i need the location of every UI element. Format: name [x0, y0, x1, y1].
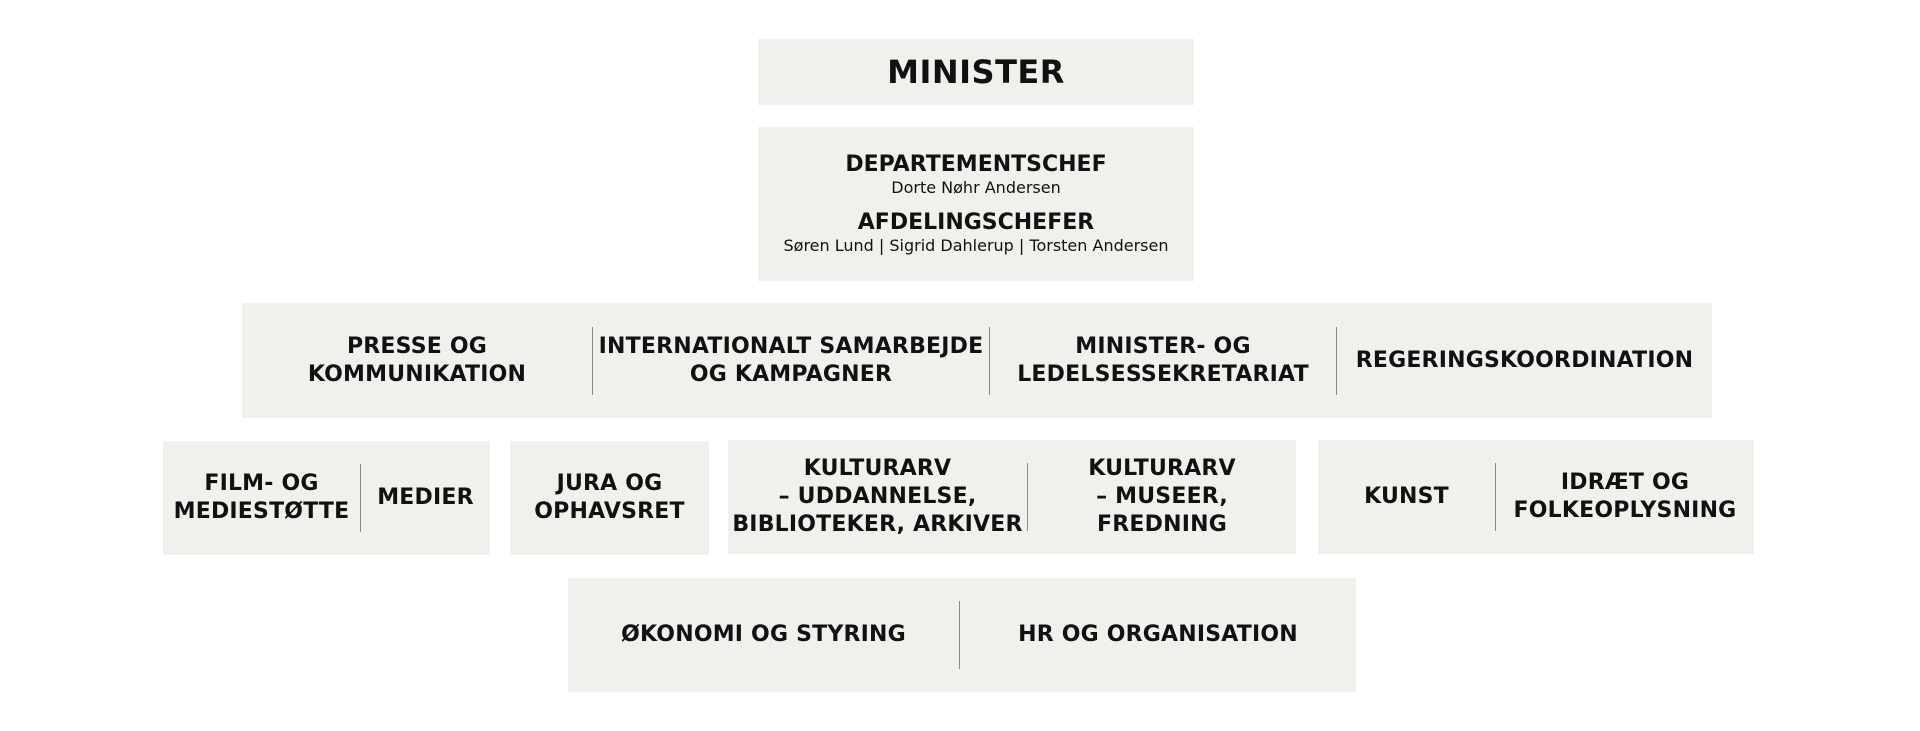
- dept-kulturarv-uddannelse: KULTURARV – UDDANNELSE, BIBLIOTEKER, ARKIVER: [732, 456, 1023, 537]
- dept-jura: JURA OG OPHAVSRET: [534, 471, 685, 524]
- heads-names: Søren Lund | Sigrid Dahlerup | Torsten Andersen: [783, 236, 1169, 255]
- support-units-box: [568, 578, 1356, 692]
- unit-ministersekretariat: MINISTER- OG LEDELSESSEKRETARIAT: [1017, 333, 1309, 387]
- heads-title: AFDELINGSCHEFER: [857, 210, 1095, 235]
- dept-idraet: IDRÆT OG FOLKEOPLYSNING: [1513, 470, 1737, 523]
- dept-film: FILM- OG MEDIESTØTTE: [173, 471, 350, 524]
- staff-units-box: [242, 303, 1712, 418]
- dept-group-kunst-idraet: [1318, 440, 1754, 554]
- chief-title: DEPARTEMENTSCHEF: [845, 152, 1107, 177]
- unit-regeringskoordination: REGERINGSKOORDINATION: [1355, 347, 1694, 373]
- minister-box: [758, 39, 1194, 105]
- unit-oekonomi: ØKONOMI OG STYRING: [621, 622, 906, 647]
- dept-group-kulturarv: [728, 440, 1296, 554]
- dept-kunst: KUNST: [1364, 484, 1449, 509]
- unit-presse: PRESSE OG KOMMUNIKATION: [307, 333, 527, 387]
- dept-group-film-medier: [163, 441, 490, 555]
- dept-medier: MEDIER: [377, 485, 474, 510]
- unit-hr: HR OG ORGANISATION: [1018, 622, 1298, 647]
- dept-kulturarv-museer: KULTURARV – MUSEER, FREDNING: [1088, 456, 1236, 537]
- leadership-box: [758, 127, 1194, 281]
- unit-international: INTERNATIONALT SAMARBEJDE OG KAMPAGNER: [598, 333, 984, 387]
- dept-group-jura: [510, 441, 709, 555]
- chief-name: Dorte Nøhr Andersen: [891, 178, 1061, 197]
- minister-title: MINISTER: [887, 53, 1065, 91]
